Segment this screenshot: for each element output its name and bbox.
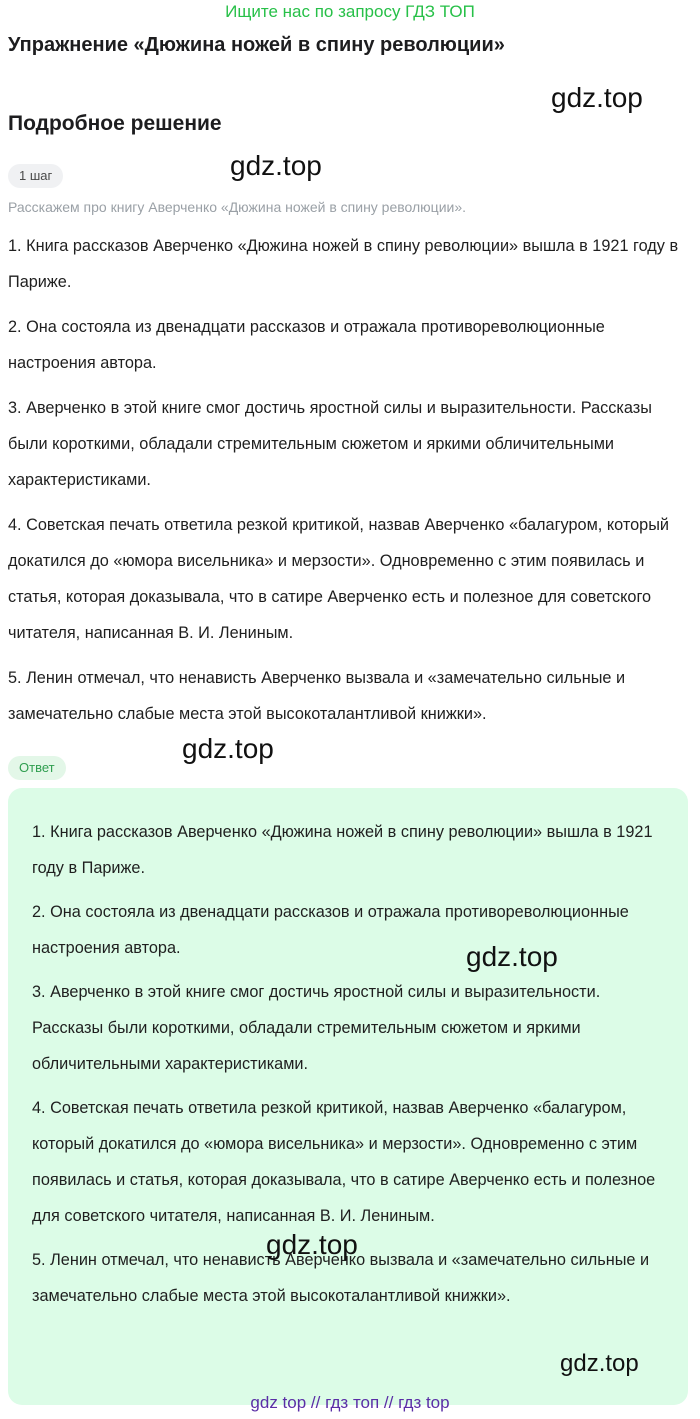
answer-badge: Ответ — [8, 756, 66, 780]
watermark: gdz.top — [182, 733, 274, 764]
watermark: gdz.top — [230, 150, 322, 181]
solution-paragraph: 2. Она состояла из двенадцати рассказов и отражала противореволюционные настроения автора. — [8, 318, 605, 372]
watermark: gdz.top — [266, 1229, 358, 1260]
watermark: gdz.top — [551, 82, 643, 113]
search-banner[interactable]: Ищите нас по запросу ГДЗ ТОП — [225, 2, 475, 21]
solution-paragraph: 4. Советская печать ответила резкой критикой, назвав Аверченко «балагуром, который докатился до «юмора висельника» и мерзости». Одновременно с этим появилась и статья, которая доказывала, что в сатире Аверченко есть и полезное для советского читателя, написанная В. И. Лениным. — [8, 516, 670, 642]
step-badge: 1 шаг — [8, 164, 63, 188]
footer-links[interactable]: gdz top // гдз топ // гдз top — [250, 1393, 450, 1412]
step-intro: Расскажем про книгу Аверченко «Дюжина ножей в спину революции». — [8, 199, 467, 215]
answer-box — [8, 788, 688, 1405]
answer-paragraph: 2. Она состояла из двенадцати рассказов и отражала противореволюционные настроения автора. — [32, 903, 629, 957]
answer-paragraph: 4. Советская печать ответила резкой критикой, назвав Аверченко «балагуром, который докатился до «юмора висельника» и мерзости». Одновременно с этим появилась и статья, которая доказывала, что в сатире Аверченко есть и полезное для советского читателя, написанная В. И. Лениным. — [32, 1099, 656, 1225]
answer-paragraph: 3. Аверченко в этой книге смог достичь яростной силы и выразительности. Рассказы были короткими, обладали стремительным сюжетом и яркими обличительными характеристиками. — [32, 983, 601, 1073]
solution-paragraph: 3. Аверченко в этой книге смог достичь яростной силы и выразительности. Рассказы были короткими, обладали стремительным сюжетом и яркими обличительными характеристиками. — [8, 399, 652, 489]
answer-paragraph: 5. Ленин отмечал, что ненависть Аверченко вызвала и «замечательно сильные и замечательно слабые места этой высокоталантливой книжки». — [32, 1251, 650, 1305]
solution-list — [8, 228, 688, 741]
solution-paragraph: 1. Книга рассказов Аверченко «Дюжина ножей в спину революции» вышла в 1921 году в Париже. — [8, 237, 679, 291]
solution-paragraph: 5. Ленин отмечал, что ненависть Аверченко вызвала и «замечательно сильные и замечательно слабые места этой высокоталантливой книжки». — [8, 669, 626, 723]
exercise-title: Упражнение «Дюжина ножей в спину революции» — [8, 34, 505, 56]
watermark: gdz.top — [560, 1350, 639, 1377]
section-title: Подробное решение — [8, 112, 222, 135]
watermark: gdz.top — [466, 941, 558, 972]
answer-paragraph: 1. Книга рассказов Аверченко «Дюжина ножей в спину революции» вышла в 1921 году в Париже. — [32, 823, 653, 877]
